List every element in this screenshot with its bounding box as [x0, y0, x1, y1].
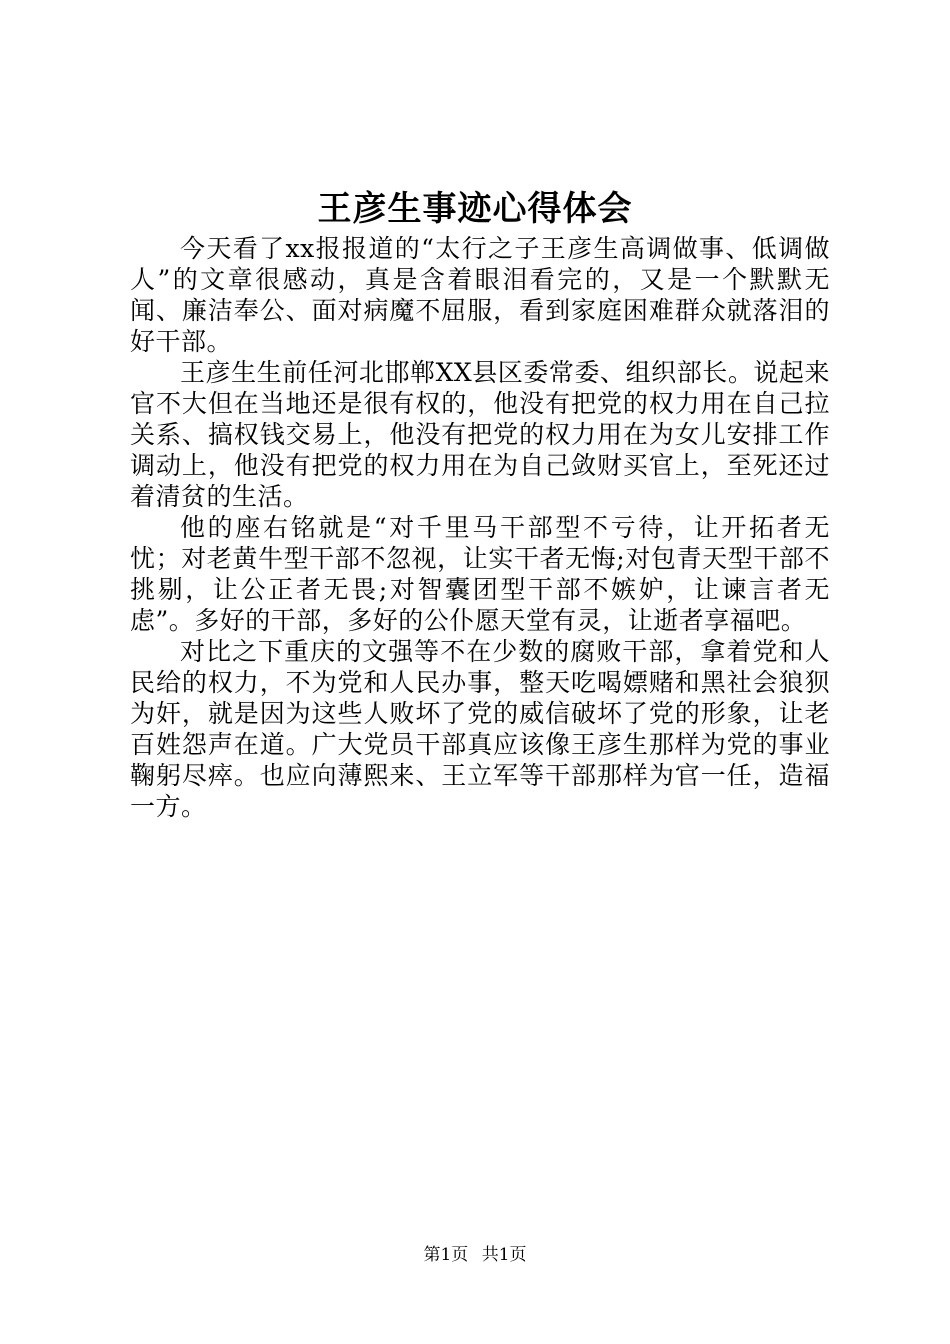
document-body — [130, 233, 830, 822]
paragraph-4: 对比之下重庆的文强等不在少数的腐败干部，拿着党和人民给的权力，不为党和人民办事，整天吃喝嫖赌和黑社会狼狈为奸，就是因为这些人败坏了党的威信破坏了党的形象，让老百姓怨声在道。广大党员干部真应该像王彦生那样为党的事业鞠躬尽瘁。也应向薄熙来、王立军等干部那样为官一任，造福一方。 — [130, 637, 830, 821]
page-number-current: 第1页 — [423, 1245, 469, 1265]
page-number-total: 共1页 — [481, 1245, 527, 1265]
paragraph-3: 他的座右铭就是“对千里马干部型不亏待，让开拓者无忧；对老黄牛型干部不忽视，让实干者无悔;对包青天型干部不挑剔，让公正者无畏;对智囊团型干部不嫉妒，让谏言者无虑”。多好的干部，多好的公仆愿天堂有灵，让逝者享福吧。 — [130, 513, 830, 635]
page-footer — [0, 1243, 950, 1267]
paragraph-2: 王彦生生前任河北邯郸XX县区委常委、组织部长。说起来官不大但在当地还是很有权的，他没有把党的权力用在自己拉关系、搞权钱交易上，他没有把党的权力用在为女儿安排工作调动上，他没有把党的权力用在为自己敛财买官上，至死还过着清贫的生活。 — [130, 358, 830, 511]
paragraph-1: 今天看了xx报报道的“太行之子王彦生高调做事、低调做人”的文章很感动，真是含着眼泪看完的，又是一个默默无闻、廉洁奉公、面对病魔不屈服，看到家庭困难群众就落泪的好干部。 — [130, 234, 830, 356]
document-title: 王彦生事迹心得体会 — [317, 189, 633, 229]
